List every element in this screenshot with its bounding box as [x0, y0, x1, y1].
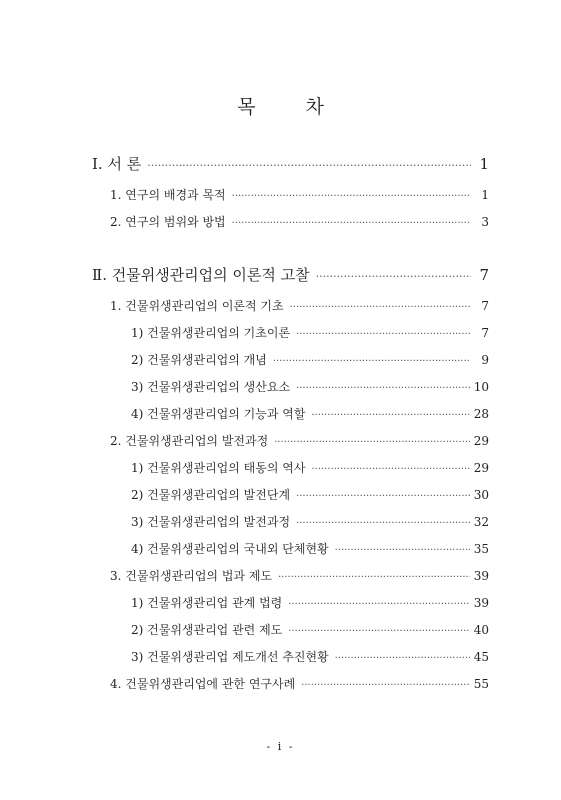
- toc-entry[interactable]: [131, 324, 489, 341]
- toc-page-number: 7: [481, 326, 489, 340]
- toc-leader-dots: [296, 329, 471, 340]
- toc-leader-dots: [273, 356, 471, 367]
- toc-page-number: 32: [473, 515, 489, 529]
- toc-page-number: 9: [481, 353, 489, 367]
- toc-page-number: 3: [481, 215, 489, 229]
- toc-entry[interactable]: [110, 675, 489, 692]
- toc-entry[interactable]: [92, 153, 489, 174]
- toc-page-number: 1: [481, 188, 489, 202]
- toc-page-number: 39: [473, 596, 489, 610]
- toc-leader-dots: [296, 491, 470, 502]
- toc-leader-dots: [296, 383, 470, 394]
- toc-entry[interactable]: [131, 486, 489, 503]
- toc-label: 1. 건물위생관리업의 이론적 기초: [110, 299, 284, 313]
- toc-page-number: 55: [473, 677, 489, 691]
- toc-label: 1) 건물위생관리업의 기초이론: [131, 326, 291, 340]
- toc-page-number: 45: [473, 650, 489, 664]
- toc-leader-dots: [335, 653, 470, 664]
- toc-leader-dots: [296, 518, 470, 529]
- page-title: 목 차: [237, 96, 346, 118]
- toc-entry[interactable]: [131, 648, 489, 665]
- toc-page-number: 28: [473, 407, 489, 421]
- toc-entry[interactable]: [131, 378, 489, 395]
- page-footer-number: - i -: [266, 740, 295, 753]
- toc-label: 2) 건물위생관리업의 개념: [131, 353, 267, 367]
- toc-leader-dots: [147, 159, 471, 172]
- toc-entry[interactable]: [131, 513, 489, 530]
- toc-entry[interactable]: [110, 297, 489, 314]
- toc-entry[interactable]: [131, 540, 489, 557]
- toc-page-number: 1: [479, 155, 489, 173]
- toc-label: Ⅱ. 건물위생관리업의 이론적 고찰: [92, 266, 310, 284]
- toc-entry[interactable]: [110, 432, 489, 449]
- toc-label: 1) 건물위생관리업 관계 법령: [131, 596, 283, 610]
- toc-page-number: 7: [481, 299, 489, 313]
- toc-leader-dots: [274, 437, 470, 448]
- toc-label: 3) 건물위생관리업의 발전과정: [131, 515, 291, 529]
- toc-page-number: 7: [479, 266, 489, 284]
- toc-label: 2) 건물위생관리업의 발전단계: [131, 488, 291, 502]
- toc-page-number: 35: [473, 542, 489, 556]
- toc-label: 1) 건물위생관리업의 태동의 역사: [131, 461, 306, 475]
- toc-entry[interactable]: [110, 567, 489, 584]
- toc-label: 2. 건물위생관리업의 발전과정: [110, 434, 269, 448]
- toc-entry[interactable]: [110, 186, 489, 203]
- toc-leader-dots: [290, 302, 471, 313]
- toc-label: Ⅰ. 서 론: [92, 155, 142, 173]
- toc-entry[interactable]: [131, 459, 489, 476]
- toc-page-number: 29: [473, 461, 489, 475]
- toc-label: 4) 건물위생관리업의 기능과 역할: [131, 407, 306, 421]
- toc-leader-dots: [316, 270, 471, 283]
- toc-page-number: 30: [473, 488, 489, 502]
- toc-label: 3. 건물위생관리업의 법과 제도: [110, 569, 272, 583]
- toc-leader-dots: [232, 191, 471, 202]
- toc-leader-dots: [232, 218, 471, 229]
- toc-entry[interactable]: [131, 594, 489, 611]
- toc-entry[interactable]: [92, 264, 489, 285]
- toc-label: 4) 건물위생관리업의 국내외 단체현황: [131, 542, 329, 556]
- toc-label: 2) 건물위생관리업 관련 제도: [131, 623, 283, 637]
- toc-label: 3) 건물위생관리업 제도개선 추진현황: [131, 650, 329, 664]
- toc-entry[interactable]: [110, 213, 489, 230]
- toc-leader-dots: [278, 572, 470, 583]
- toc-entry[interactable]: [131, 351, 489, 368]
- toc-entry[interactable]: [131, 621, 489, 638]
- toc-label: 1. 연구의 배경과 목적: [110, 188, 226, 202]
- toc-entry[interactable]: [131, 405, 489, 422]
- toc-label: 2. 연구의 범위와 방법: [110, 215, 226, 229]
- toc-leader-dots: [311, 464, 469, 475]
- toc-page-number: 39: [473, 569, 489, 583]
- toc-page-number: 29: [473, 434, 489, 448]
- toc-label: 4. 건물위생관리업에 관한 연구사례: [110, 677, 296, 691]
- toc-leader-dots: [288, 626, 469, 637]
- toc-page-number: 40: [473, 623, 489, 637]
- toc-page-number: 10: [473, 380, 489, 394]
- toc-leader-dots: [288, 599, 469, 610]
- toc-leader-dots: [301, 680, 470, 691]
- toc-leader-dots: [311, 410, 469, 421]
- toc-leader-dots: [335, 545, 470, 556]
- toc-label: 3) 건물위생관리업의 생산요소: [131, 380, 291, 394]
